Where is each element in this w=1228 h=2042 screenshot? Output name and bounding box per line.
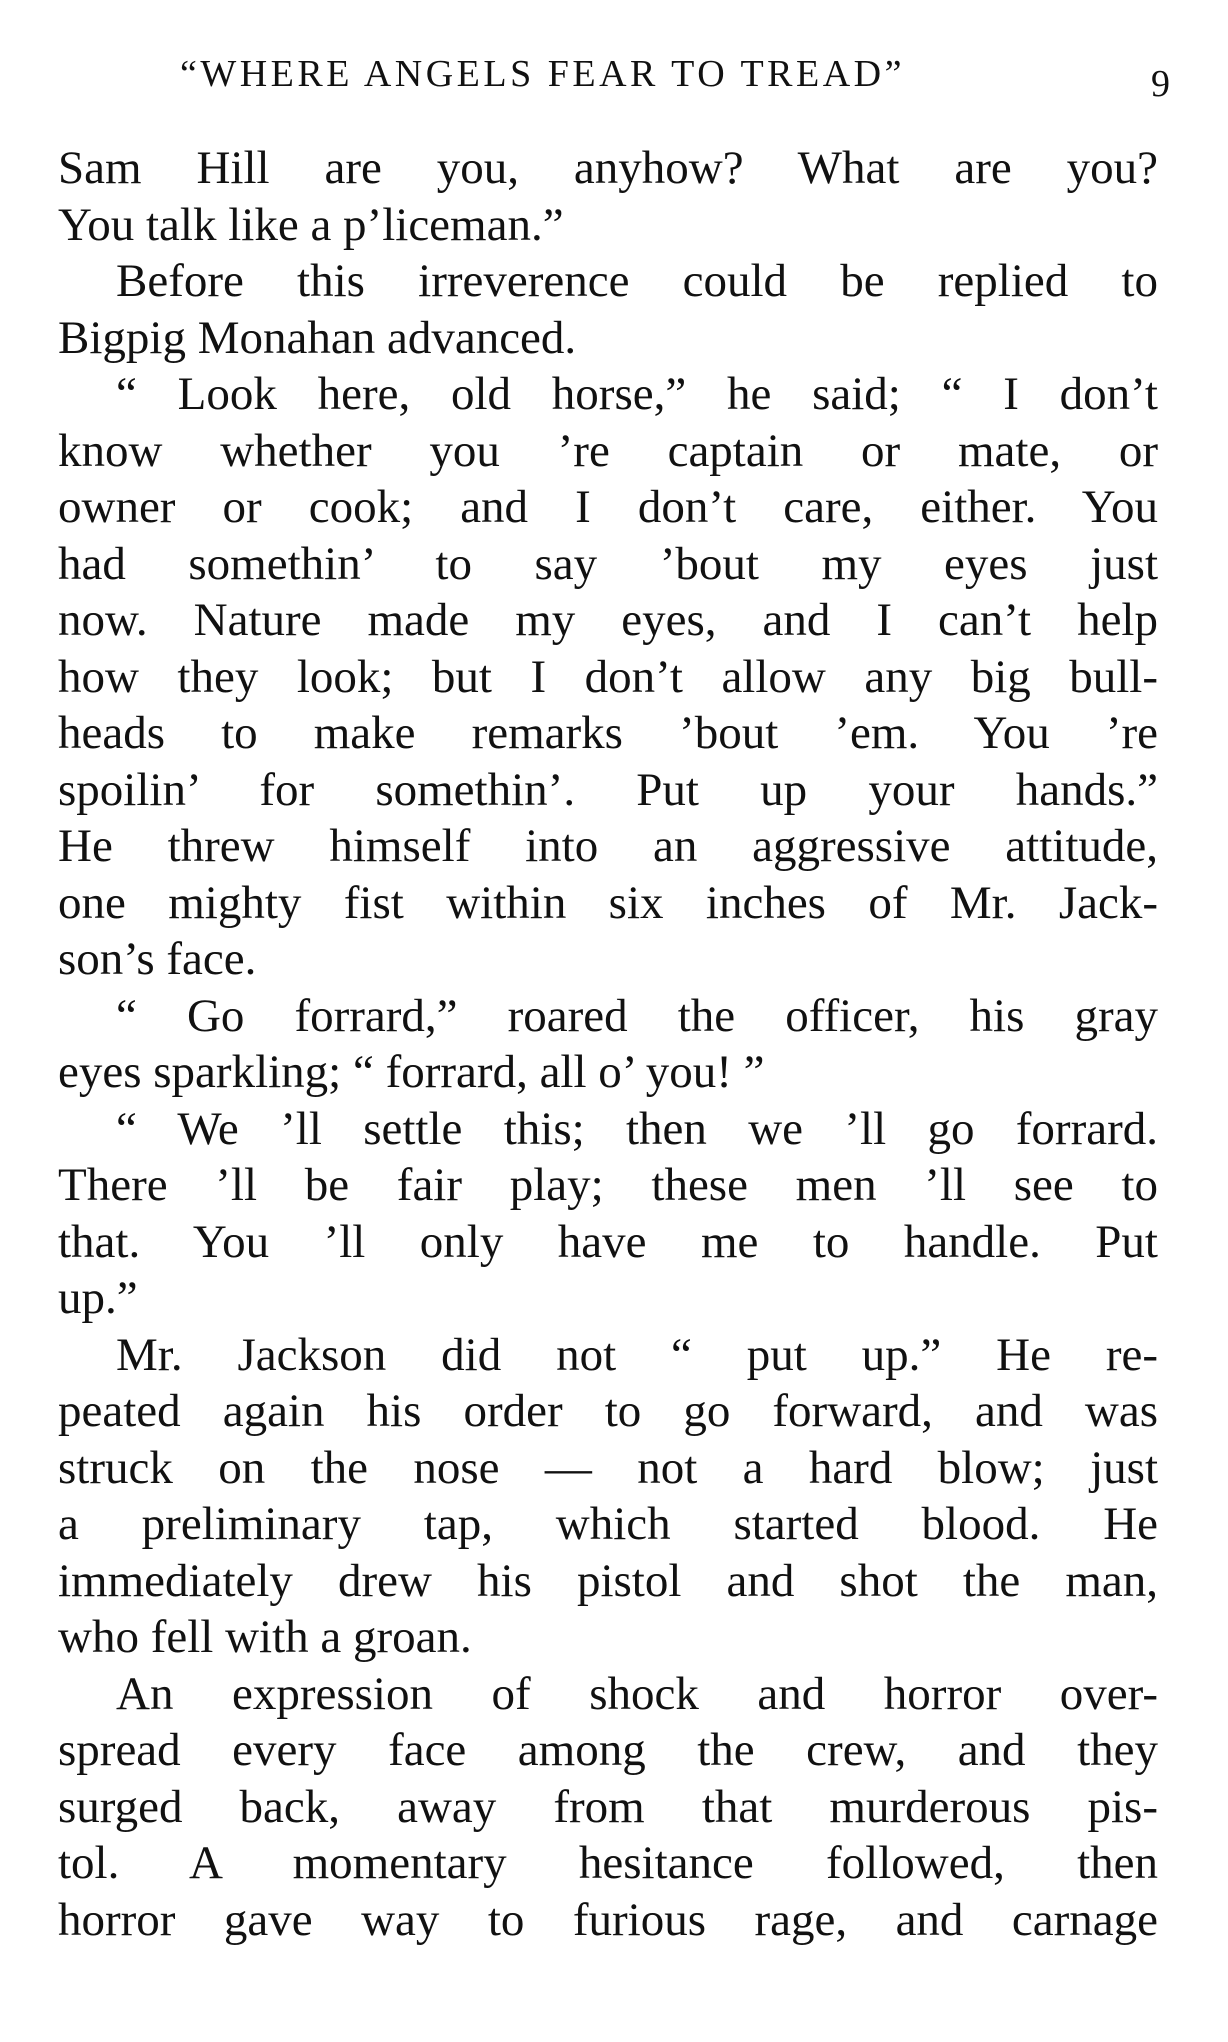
text-line: You talk like a p’liceman.” [58,198,564,251]
text-line: immediately drew his pistol and shot the man, [58,1554,1158,1607]
running-title: “WHERE ANGELS FEAR TO TREAD” [180,53,905,95]
text-line: Bigpig Monahan advanced. [58,311,577,364]
text-line: now. Nature made my eyes, and I can’t help [58,594,1158,646]
text-line: tol. A momentary hesitance followed, then [58,1837,1158,1889]
text-line: peated again his order to go forward, and was [58,1385,1158,1437]
running-head [60,52,1170,112]
text-line: know whether you ’re captain or mate, or [58,424,1158,477]
text-line: eyes sparkling; “ forrard, all o’ you! ” [58,1046,765,1098]
text-line: one mighty fist within six inches of Mr. Jack- [58,876,1158,929]
text-line: who fell with a groan. [58,1611,472,1663]
body-text [58,140,1158,1948]
text-line: There ’ll be fair play; these men ’ll see to [58,1159,1158,1211]
text-line: heads to make remarks ’bout ’em. You ’re [58,707,1158,759]
text-line: spoilin’ for somethin’. Put up your hands.” [58,763,1158,816]
text-line: had somethin’ to say ’bout my eyes just [58,537,1158,590]
text-line: a preliminary tap, which started blood. He [58,1498,1158,1550]
text-line: son’s face. [58,933,257,985]
text-line: Before this irreverence could be replied to [116,255,1158,307]
text-line: owner or cook; and I don’t care, either. You [58,481,1158,533]
text-line: He threw himself into an aggressive attitude, [58,820,1158,872]
text-line: spread every face among the crew, and they [58,1724,1158,1776]
text-line: that. You ’ll only have me to handle. Put [58,1215,1158,1268]
page-number: 9 [1151,63,1170,105]
text-line: Mr. Jackson did not “ put up.” He re- [116,1328,1158,1381]
text-line: up.” [58,1272,138,1324]
text-line: Sam Hill are you, anyhow? What are you? [58,142,1158,194]
text-line: horror gave way to furious rage, and carnage [58,1893,1158,1946]
text-line: “ Look here, old horse,” he said; “ I don’t [116,368,1158,420]
text-line: how they look; but I don’t allow any big bull- [58,650,1158,703]
text-line: surged back, away from that murderous pis- [58,1780,1158,1833]
text-line: “ Go forrard,” roared the officer, his gray [116,989,1158,1042]
text-line: “ We ’ll settle this; then we ’ll go forrard. [116,1102,1158,1155]
text-line: struck on the nose — not a hard blow; just [58,1441,1158,1494]
text-line: An expression of shock and horror over- [116,1667,1158,1720]
